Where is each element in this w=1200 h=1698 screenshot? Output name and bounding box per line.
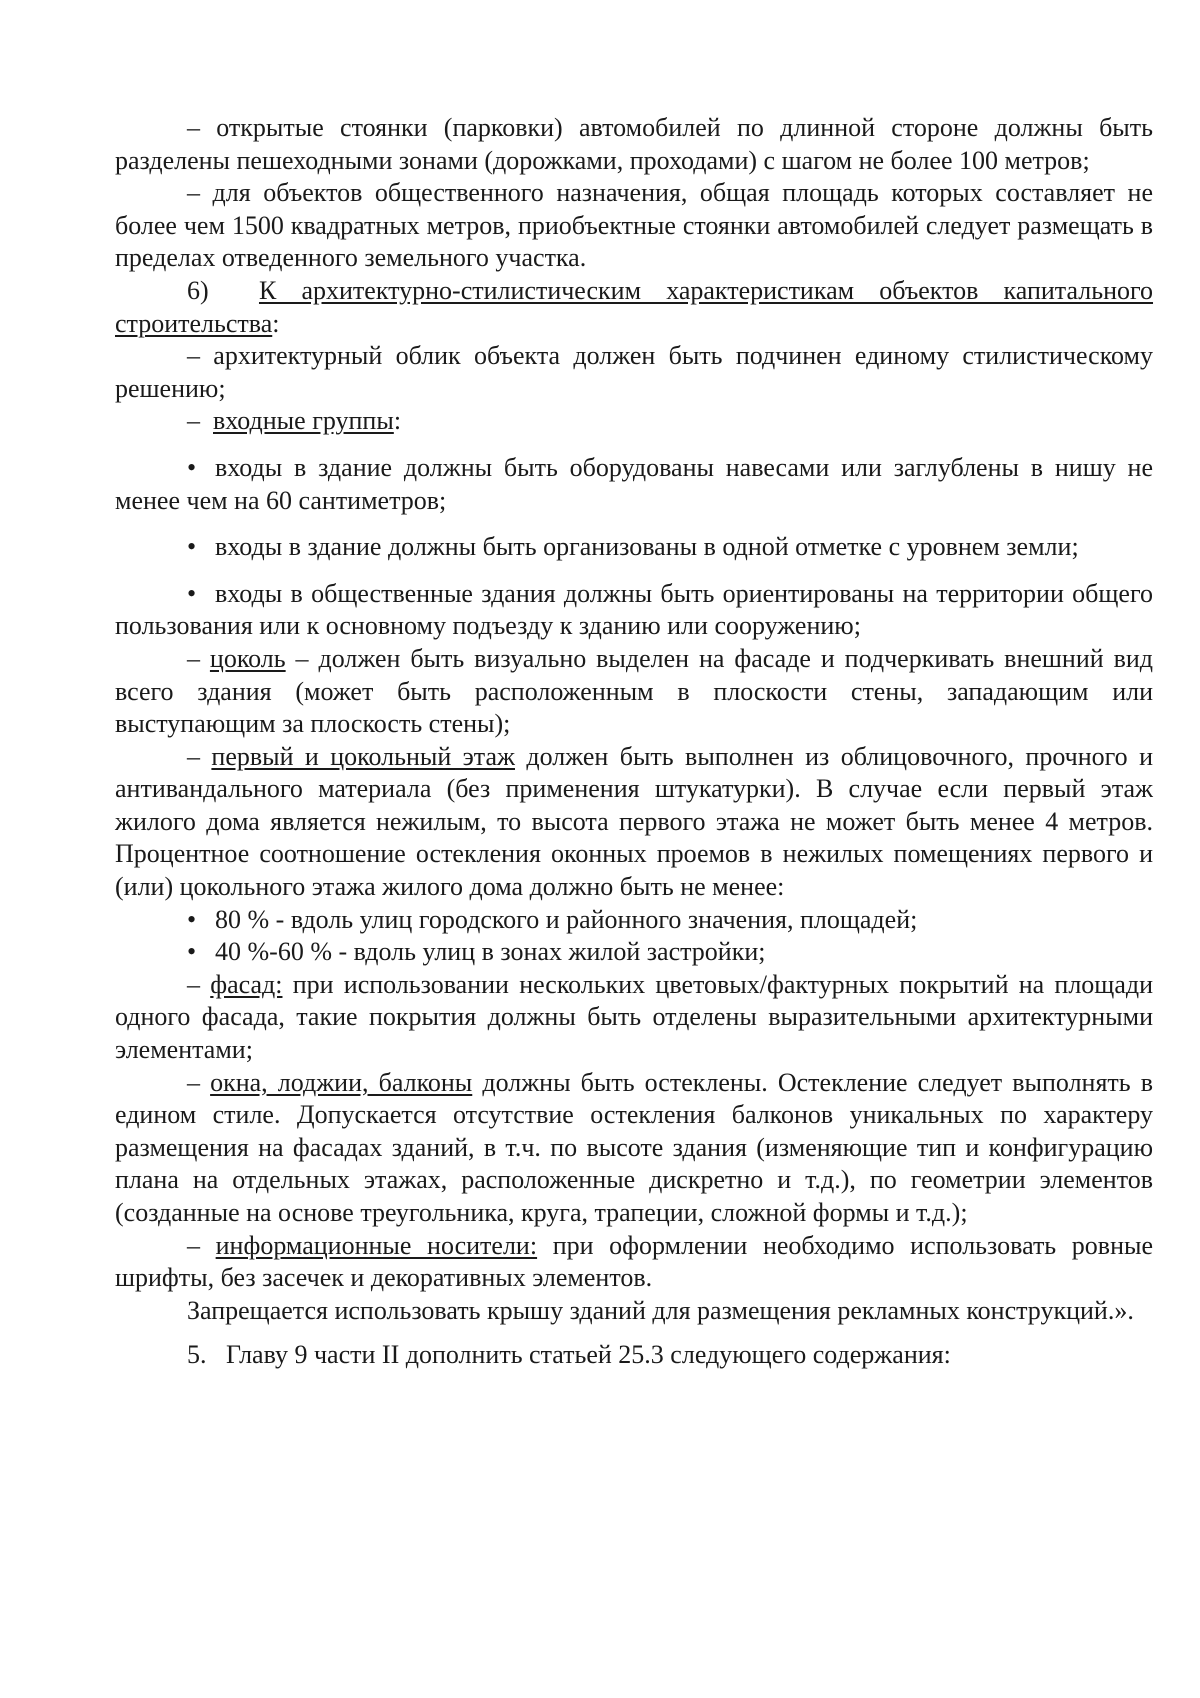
paragraph-chapter-amendment: [115, 1339, 1153, 1372]
paragraph-plinth: [115, 643, 1153, 741]
paragraph-entrance-groups: [115, 405, 1153, 438]
item-number: 6): [187, 275, 209, 305]
bullet-item-public-orientation: [115, 578, 1153, 643]
underlined-term: первый и цокольный этаж: [211, 741, 515, 771]
underlined-heading: К архитектурно-стилистическим характеристикам объектов капитального строительства: [115, 275, 1154, 338]
paragraph-public-objects-parking: – для объектов общественного назначения, общая площадь которых составляет не более чем 1500 квадратных метров, приобъектные стоянки автомобилей следует размещать в пределах отведенного земельного участка.: [115, 178, 1153, 273]
paragraph-first-floor: [115, 741, 1153, 904]
heading-colon: :: [272, 308, 280, 338]
underlined-term: информационные носители:: [215, 1230, 538, 1260]
bullet-icon: •: [187, 578, 197, 608]
dash: –: [187, 1067, 200, 1097]
bullet-text: 40 %-60 % - вдоль улиц в зонах жилой застройки;: [215, 937, 766, 967]
bullet-item-ground-level: [115, 531, 1153, 564]
underlined-term: цоколь: [209, 643, 286, 673]
bullet-text: входы в здание должны быть организованы в одной отметке с уровнем земли;: [215, 532, 1079, 562]
paragraph-facade: [115, 969, 1153, 1067]
paragraph-windows-balconies: [115, 1067, 1153, 1230]
bullet-text: входы в здание должны быть оборудованы навесами или заглублены в нишу не менее чем на 60 сантиметров;: [115, 452, 1153, 515]
paragraph-text: должен быть выполнен из облицовочного, прочного и антивандального материала (без применения штукатурки). В случае если первый этаж жилого дома является нежилым, то высота первого этажа не может быть менее 4 метров. Процентное соотношение остекления оконных проемов в нежилых помещениях первого и (или) цокольного этажа жилого дома должно быть не менее:: [115, 741, 1153, 902]
term-colon: :: [393, 406, 402, 436]
paragraph-parking-zones: – открытые стоянки (парковки) автомобилей по длинной стороне должны быть разделены пешеходными зонами (дорожками, проходами) с шагом не более 100 метров;: [115, 113, 1153, 175]
bullet-icon: •: [187, 532, 197, 562]
bullet-text: 80 % - вдоль улиц городского и районного значения, площадей;: [215, 904, 918, 934]
bullet-icon: •: [187, 452, 197, 482]
item-number: 5.: [187, 1340, 207, 1370]
underlined-term: окна, лоджии, балконы: [210, 1067, 473, 1097]
paragraph-text: при оформлении необходимо использовать ровные шрифты, без засечек и декоративных элементов.: [115, 1230, 1153, 1293]
underlined-term: входные группы: [213, 406, 394, 436]
bullet-icon: •: [187, 937, 197, 967]
dash: –: [187, 406, 200, 436]
bullet-item-40-60-percent: [115, 936, 1153, 969]
paragraph-roof-advertising-ban: Запрещается использовать крышу зданий для размещения рекламных конструкций.».: [187, 1295, 1134, 1325]
dash: –: [187, 643, 200, 673]
paragraph-text: должны быть остеклены. Остекление следует выполнять в едином стиле. Допускается отсутствие остекления балконов уникальных по характеру размещения на фасадах зданий, в т.ч. по высоте здания (изменяющие тип и конфигурацию плана на отдельных этажах, расположенные дискретно и т.д.), по геометрии элементов (созданные на основе треугольника, круга, трапеции, сложной формы и т.д.);: [115, 1067, 1154, 1227]
bullet-text: входы в общественные здания должны быть ориентированы на территории общего пользования или к основному подъезду к зданию или сооружению;: [115, 578, 1153, 641]
paragraph-architectural-appearance: – архитектурный облик объекта должен быть подчинен единому стилистическому решению;: [115, 341, 1153, 403]
paragraph-text: при использовании нескольких цветовых/фактурных покрытий на площади одного фасада, такие покрытия должны быть отделены выразительными архитектурными элементами;: [115, 969, 1154, 1065]
bullet-item-80-percent: [115, 904, 1153, 937]
dash: –: [187, 969, 200, 999]
dash: –: [187, 741, 200, 771]
dash: –: [187, 1230, 200, 1260]
bullet-icon: •: [187, 904, 197, 934]
paragraph-architecture-heading: [115, 275, 1153, 340]
paragraph-information-carriers: [115, 1230, 1153, 1295]
underlined-term: фасад:: [210, 969, 283, 999]
paragraph-text: – должен быть визуально выделен на фасаде и подчеркивать внешний вид всего здания (может быть расположенным в плоскости стены, западающим или выступающим за плоскость стены);: [115, 643, 1154, 739]
bullet-item-canopies: [115, 452, 1153, 517]
paragraph-text: Главу 9 части II дополнить статьей 25.3 следующего содержания:: [226, 1340, 951, 1370]
